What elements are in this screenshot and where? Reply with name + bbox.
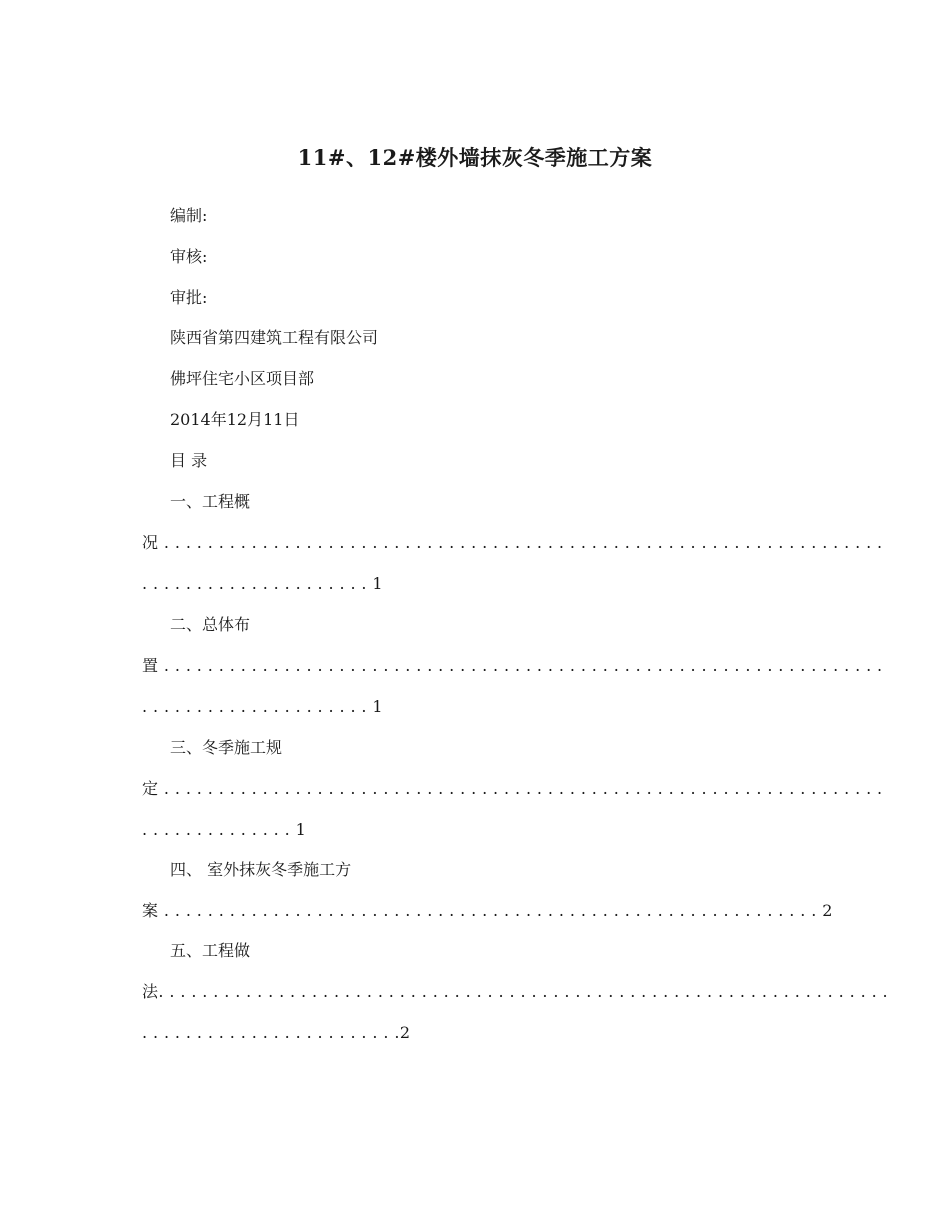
toc-entry-prefix[interactable]: 一、工程概 bbox=[170, 492, 251, 511]
toc-entry-prefix[interactable]: 四、 室外抹灰冬季施工方 bbox=[170, 860, 352, 879]
toc-entry-leader[interactable]: 案 . . . . . . . . . . . . . . . . . . . . . . . . . . . . . . . . . . . . . . . . . . . . . . . . . . . . . . . . . . . . 2 bbox=[142, 901, 833, 920]
toc-entry-leader[interactable]: 法. . . . . . . . . . . . . . . . . . . . . . . . . . . . . . . . . . . . . . . . . . . . . . . . . . . . . . . . . . . . . . . . . . . bbox=[142, 982, 889, 1001]
toc-entry-prefix[interactable]: 二、总体布 bbox=[170, 615, 251, 634]
department-name: 佛坪住宅小区项目部 bbox=[170, 369, 315, 388]
toc-entry-prefix[interactable]: 五、工程做 bbox=[170, 941, 251, 960]
compiler-label: 编制: bbox=[170, 206, 208, 225]
toc-entry-prefix[interactable]: 三、冬季施工规 bbox=[170, 738, 283, 757]
document-date: 2014年12月11日 bbox=[170, 410, 300, 429]
approver-label: 审批: bbox=[170, 288, 208, 307]
toc-entry-page[interactable]: . . . . . . . . . . . . . . 1 bbox=[142, 820, 307, 839]
document-title: 11#、12#楼外墙抹灰冬季施工方案 bbox=[297, 145, 653, 170]
toc-entry-page[interactable]: . . . . . . . . . . . . . . . . . . . . . . . .2 bbox=[142, 1023, 411, 1042]
toc-entry-leader[interactable]: 况 . . . . . . . . . . . . . . . . . . . . . . . . . . . . . . . . . . . . . . . . . . . . . . . . . . . . . . . . . . . . . . . . . . bbox=[142, 533, 883, 552]
toc-entry-leader[interactable]: 置 . . . . . . . . . . . . . . . . . . . . . . . . . . . . . . . . . . . . . . . . . . . . . . . . . . . . . . . . . . . . . . . . . . bbox=[142, 656, 883, 675]
company-name: 陕西省第四建筑工程有限公司 bbox=[170, 328, 379, 347]
reviewer-label: 审核: bbox=[170, 247, 208, 266]
toc-entry-leader[interactable]: 定 . . . . . . . . . . . . . . . . . . . . . . . . . . . . . . . . . . . . . . . . . . . . . . . . . . . . . . . . . . . . . . . . . . bbox=[142, 779, 883, 798]
toc-entry-page[interactable]: . . . . . . . . . . . . . . . . . . . . . 1 bbox=[142, 574, 383, 593]
toc-entry-page[interactable]: . . . . . . . . . . . . . . . . . . . . . 1 bbox=[142, 697, 383, 716]
toc-heading: 目 录 bbox=[170, 451, 208, 470]
